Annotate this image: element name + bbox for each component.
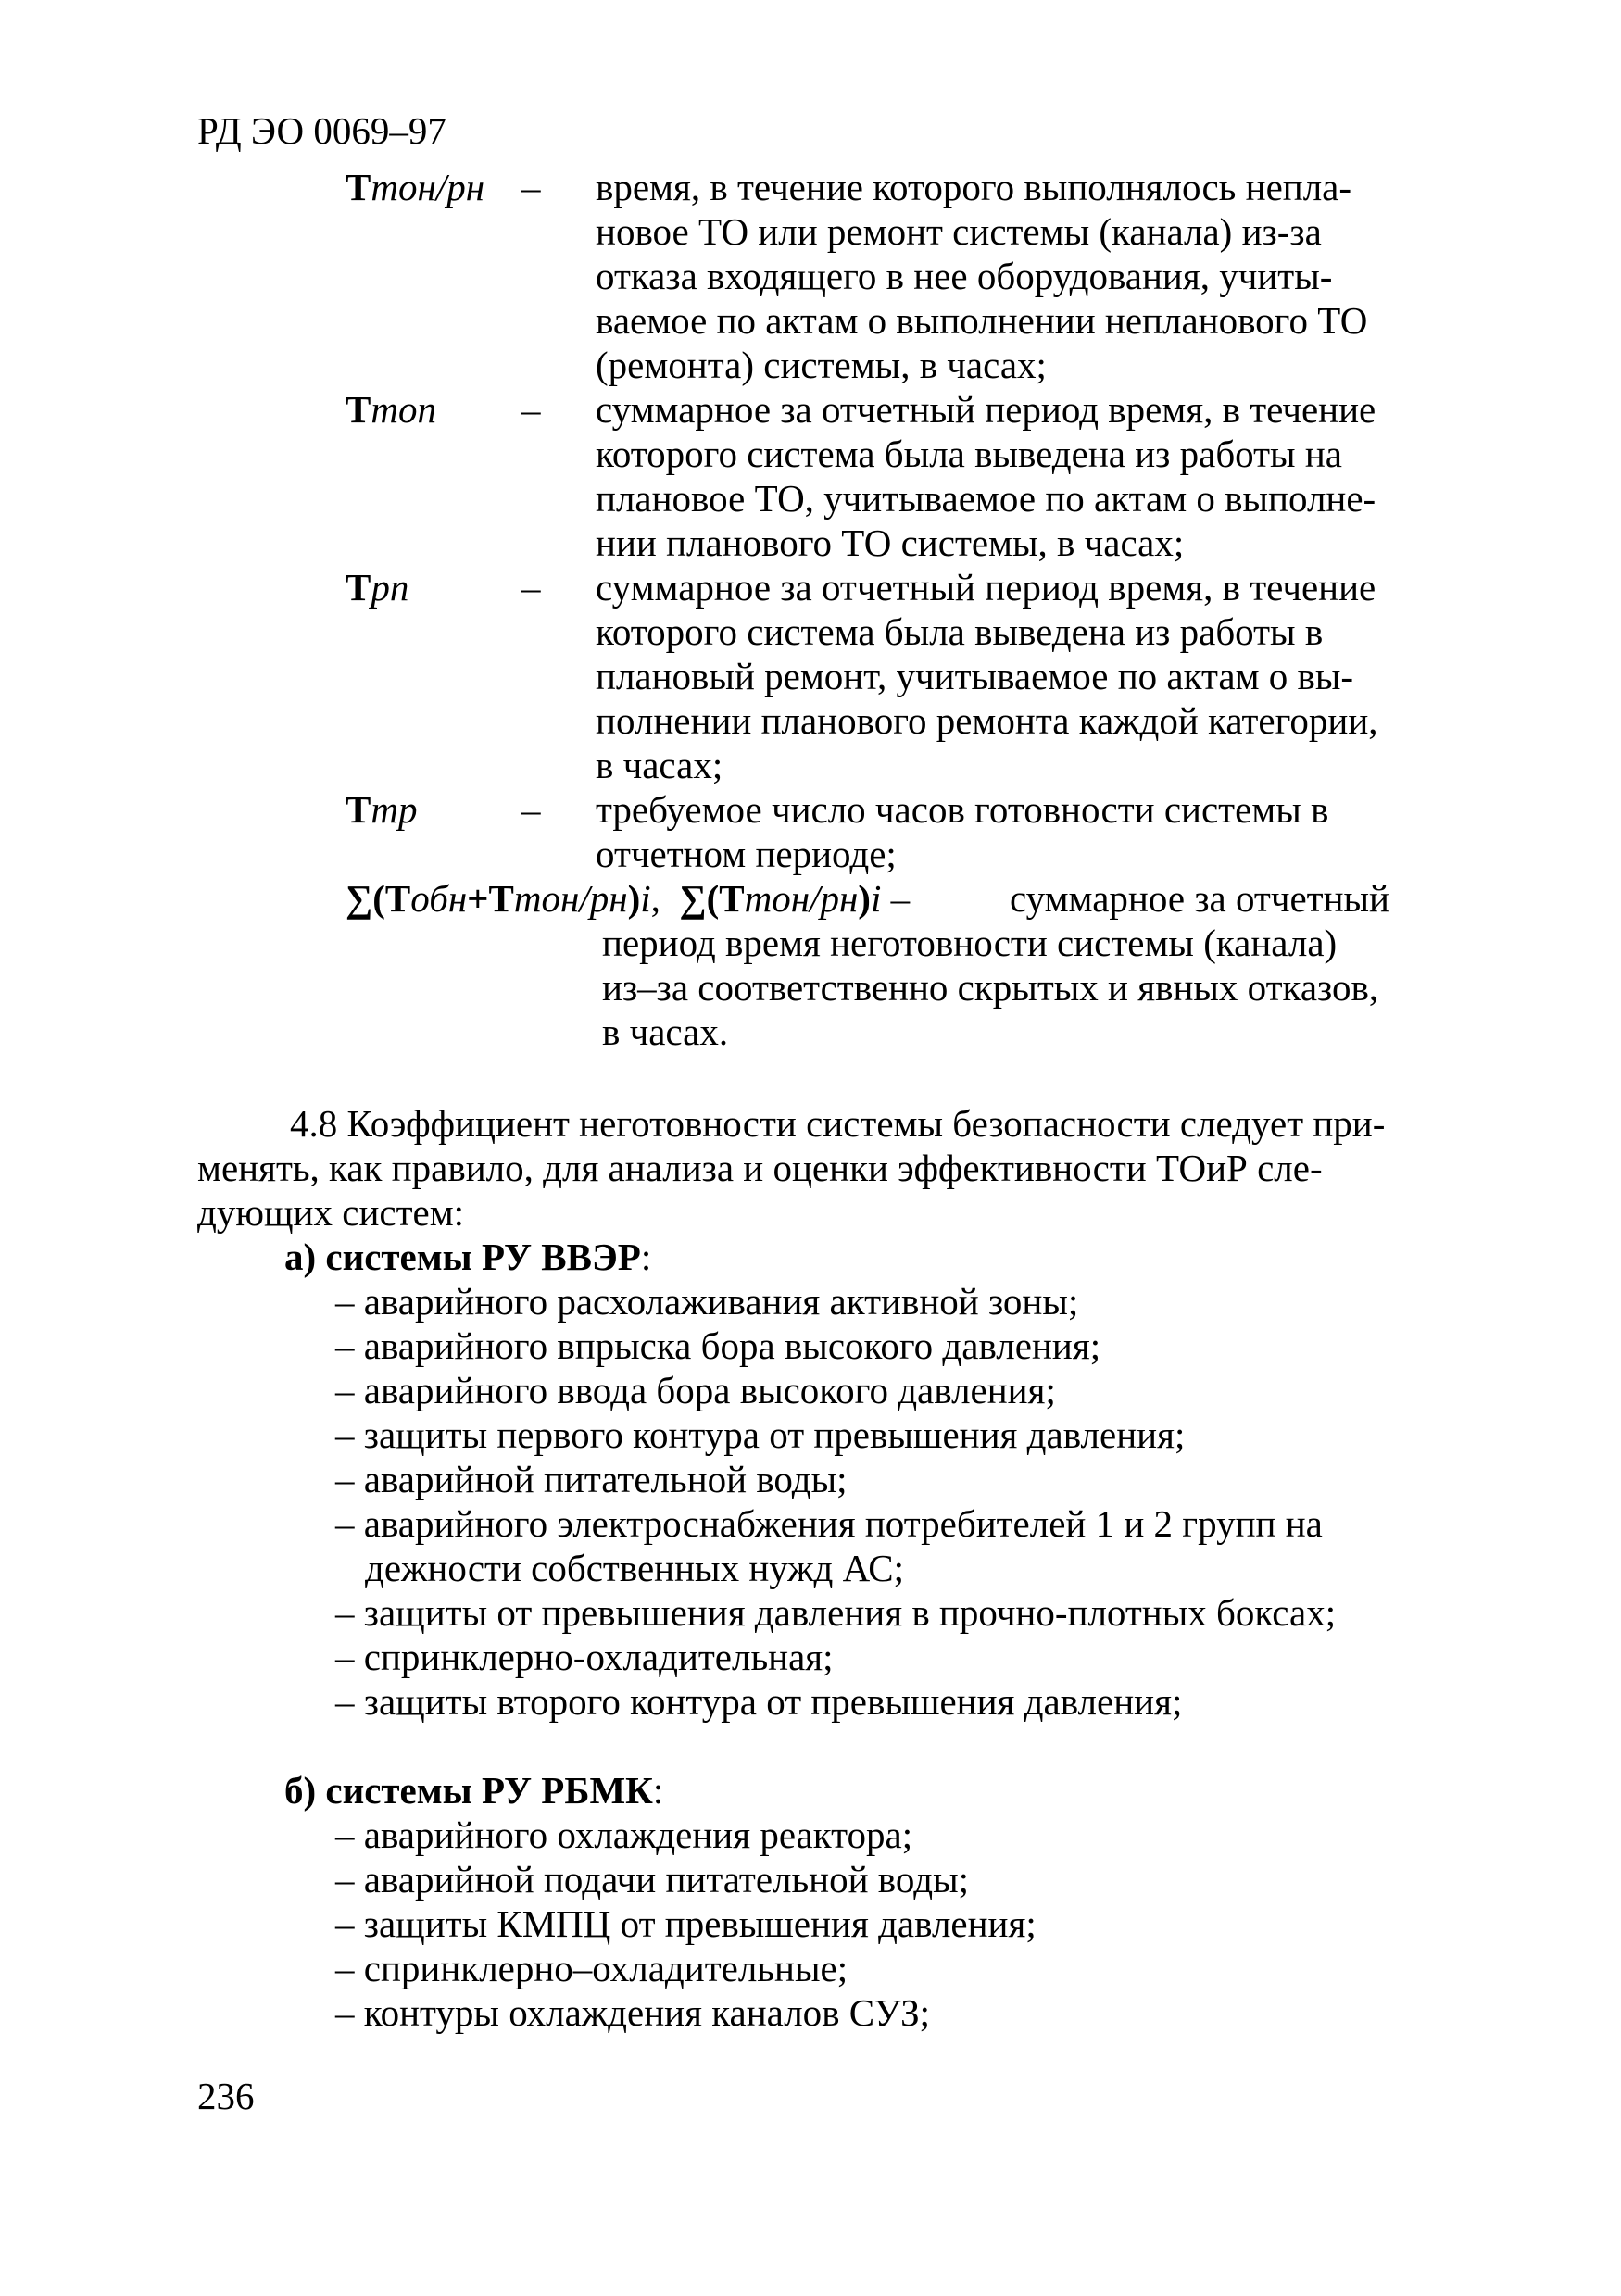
definition-dash: – [521, 388, 541, 431]
definition-item [346, 787, 1415, 876]
list-item: – аварийного электроснабжения потребителей 1 и 2 групп на [335, 1502, 1323, 1545]
list-item: – защиты от превышения давления в прочно-плотных боксах; [335, 1591, 1337, 1634]
definition-term: Ттоп [346, 388, 436, 431]
document-header: РД ЭО 0069–97 [197, 109, 446, 152]
definition-term: Ттон/рн [346, 166, 485, 208]
definition-text: требуемое число часов готовности системы в отчетном периоде; [596, 788, 1329, 875]
list-item: – аварийного расхолаживания активной зоны; [335, 1280, 1079, 1323]
definitions-list [346, 165, 1415, 876]
definition-dash: – [521, 788, 541, 831]
sum-definition-first-line: суммарное за отчетный [1010, 877, 1389, 920]
list-item: – аварийного охлаждения реактора; [335, 1813, 913, 1856]
list-item: дежности собственных нужд АС; [365, 1547, 904, 1589]
definition-text: время, в течение которого выполнялось непла- новое ТО или ремонт системы (канала) из-за отказа входящего в нее оборудования, учиты- ваемое по актам о выполнении непланового ТО (ремонта) системы, в часах; [596, 166, 1368, 386]
list-item: – защиты КМПЦ от превышения давления; [335, 1902, 1037, 1945]
definition-text: суммарное за отчетный период время, в течение которого система была выведена из работы в плановый ремонт, учитываемое по актам о вы- полнении планового ремонта каждой категории, в часах; [596, 566, 1378, 786]
list-item: – защиты второго контура от превышения давления; [335, 1680, 1183, 1723]
list-item: – контуры охлаждения каналов СУЗ; [335, 1991, 931, 2034]
sum-formula: ∑(Тобн+Ттон/рн)i, ∑(Ттон/рн)i – [346, 877, 911, 920]
list-item: – спринклерно-охладительная; [335, 1636, 834, 1678]
section-b-list [335, 1813, 1428, 2035]
definition-term: Ттр [346, 788, 418, 831]
definition-dash: – [521, 166, 541, 208]
section-a-list [335, 1279, 1428, 1724]
list-item: – защиты первого контура от превышения давления; [335, 1413, 1186, 1456]
definition-item [346, 565, 1415, 787]
list-item: – аварийной подачи питательной воды; [335, 1858, 970, 1901]
definition-item [346, 165, 1415, 387]
paragraph-4-8: 4.8 Коэффициент неготовности системы безопасности следует при- менять, как правило, для анализа и оценки эффективности ТОиР сле- дующих систем: [197, 1102, 1386, 1234]
definition-dash: – [521, 566, 541, 609]
section-b-heading: б) системы РУ РБМК: [284, 1769, 664, 1812]
list-item: – аварийного ввода бора высокого давления; [335, 1369, 1056, 1411]
section-a-heading: а) системы РУ ВВЭР: [284, 1236, 652, 1278]
list-item: – аварийной питательной воды; [335, 1458, 848, 1500]
list-item: – спринклерно–охладительные; [335, 1947, 848, 1989]
page-number: 236 [197, 2075, 255, 2117]
definition-text: суммарное за отчетный период время, в течение которого система была выведена из работы на плановое ТО, учитываемое по актам о выполне- нии планового ТО системы, в часах; [596, 388, 1376, 564]
sum-definition-text: период время неготовности системы (канала) из–за соответственно скрытых и явных отказов, в часах. [602, 922, 1379, 1053]
definition-term: Трп [346, 566, 409, 609]
list-item: – аварийного впрыска бора высокого давления; [335, 1324, 1101, 1367]
definition-item [346, 387, 1415, 565]
